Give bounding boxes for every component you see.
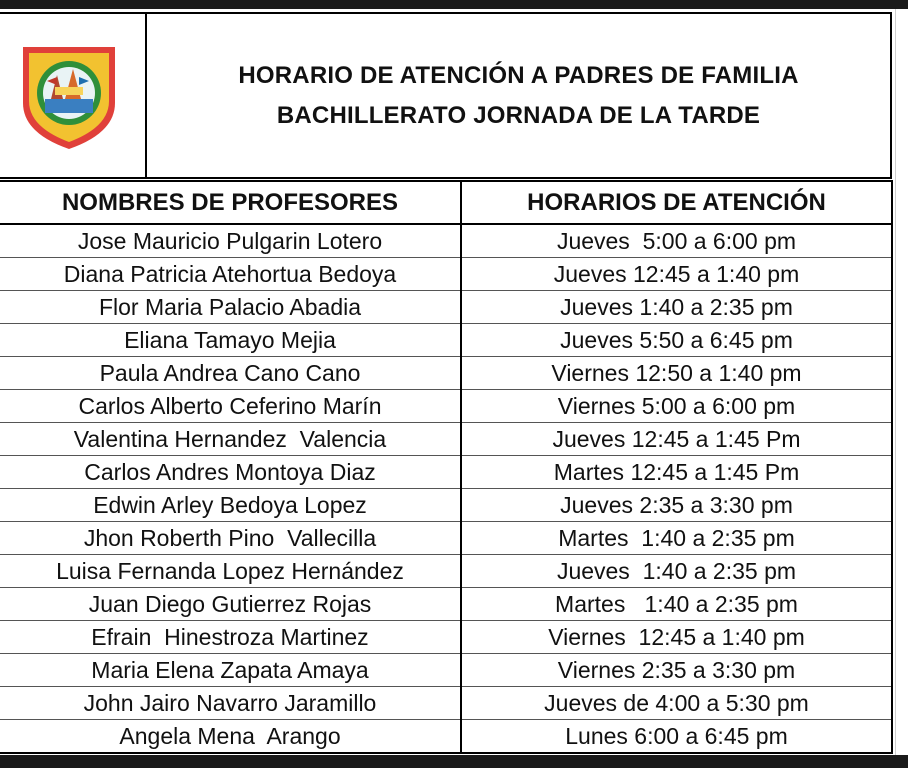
schedule-cell: Jueves de 4:00 a 5:30 pm bbox=[461, 687, 892, 720]
table-row bbox=[0, 390, 892, 423]
teacher-name-cell: Flor Maria Palacio Abadia bbox=[0, 291, 461, 324]
schedule-cell: Martes 1:40 a 2:35 pm bbox=[461, 522, 892, 555]
teacher-name-cell: Juan Diego Gutierrez Rojas bbox=[0, 588, 461, 621]
teacher-name-cell: Luisa Fernanda Lopez Hernández bbox=[0, 555, 461, 588]
table-row bbox=[0, 588, 892, 621]
table-row bbox=[0, 224, 892, 258]
schedule-cell: Jueves 12:45 a 1:40 pm bbox=[461, 258, 892, 291]
schedule-cell: Viernes 2:35 a 3:30 pm bbox=[461, 654, 892, 687]
teacher-name-cell: Jose Mauricio Pulgarin Lotero bbox=[0, 224, 461, 258]
teacher-name-cell: Jhon Roberth Pino Vallecilla bbox=[0, 522, 461, 555]
table-row bbox=[0, 357, 892, 390]
schedule-cell: Jueves 2:35 a 3:30 pm bbox=[461, 489, 892, 522]
schedule-cell: Jueves 5:00 a 6:00 pm bbox=[461, 224, 892, 258]
schedule-cell: Lunes 6:00 a 6:45 pm bbox=[461, 720, 892, 754]
table-row bbox=[0, 423, 892, 456]
table-row bbox=[0, 720, 892, 754]
table-row bbox=[0, 258, 892, 291]
table-row bbox=[0, 555, 892, 588]
title-line-1: HORARIO DE ATENCIÓN A PADRES DE FAMILIA bbox=[238, 61, 799, 89]
teacher-name-cell: Diana Patricia Atehortua Bedoya bbox=[0, 258, 461, 291]
table-header-row bbox=[0, 181, 892, 224]
teacher-name-cell: Edwin Arley Bedoya Lopez bbox=[0, 489, 461, 522]
title-line-2: BACHILLERATO JORNADA DE LA TARDE bbox=[276, 101, 761, 129]
teacher-name-cell: Eliana Tamayo Mejia bbox=[0, 324, 461, 357]
column-header-schedules: HORARIOS DE ATENCIÓN bbox=[461, 181, 892, 224]
column-header-names: NOMBRES DE PROFESORES bbox=[0, 181, 461, 224]
title-block bbox=[147, 14, 890, 177]
teacher-name-cell: Paula Andrea Cano Cano bbox=[0, 357, 461, 390]
table-row bbox=[0, 621, 892, 654]
schedule-cell: Jueves 12:45 a 1:45 Pm bbox=[461, 423, 892, 456]
table-row bbox=[0, 654, 892, 687]
schedule-cell: Viernes 12:45 a 1:40 pm bbox=[461, 621, 892, 654]
schedule-cell: Martes 1:40 a 2:35 pm bbox=[461, 588, 892, 621]
spreadsheet-edge bbox=[895, 9, 908, 755]
schedule-cell: Viernes 12:50 a 1:40 pm bbox=[461, 357, 892, 390]
logo-cell bbox=[0, 14, 147, 177]
table-row bbox=[0, 456, 892, 489]
schedule-cell: Jueves 5:50 a 6:45 pm bbox=[461, 324, 892, 357]
teacher-name-cell: Valentina Hernandez Valencia bbox=[0, 423, 461, 456]
schedule-cell: Martes 12:45 a 1:45 Pm bbox=[461, 456, 892, 489]
schedule-cell: Jueves 1:40 a 2:35 pm bbox=[461, 555, 892, 588]
teacher-name-cell: John Jairo Navarro Jaramillo bbox=[0, 687, 461, 720]
teacher-name-cell: Carlos Alberto Ceferino Marín bbox=[0, 390, 461, 423]
table-row bbox=[0, 291, 892, 324]
bottom-border bbox=[0, 755, 908, 768]
teacher-name-cell: Maria Elena Zapata Amaya bbox=[0, 654, 461, 687]
table-row bbox=[0, 687, 892, 720]
schedule-cell: Jueves 1:40 a 2:35 pm bbox=[461, 291, 892, 324]
school-shield-logo-icon bbox=[17, 41, 121, 153]
teacher-name-cell: Carlos Andres Montoya Diaz bbox=[0, 456, 461, 489]
teachers-schedule-table bbox=[0, 180, 893, 754]
schedule-cell: Viernes 5:00 a 6:00 pm bbox=[461, 390, 892, 423]
teacher-name-cell: Angela Mena Arango bbox=[0, 720, 461, 754]
table-row bbox=[0, 522, 892, 555]
teacher-name-cell: Efrain Hinestroza Martinez bbox=[0, 621, 461, 654]
table-row bbox=[0, 324, 892, 357]
table-row bbox=[0, 489, 892, 522]
document-header bbox=[0, 12, 892, 179]
